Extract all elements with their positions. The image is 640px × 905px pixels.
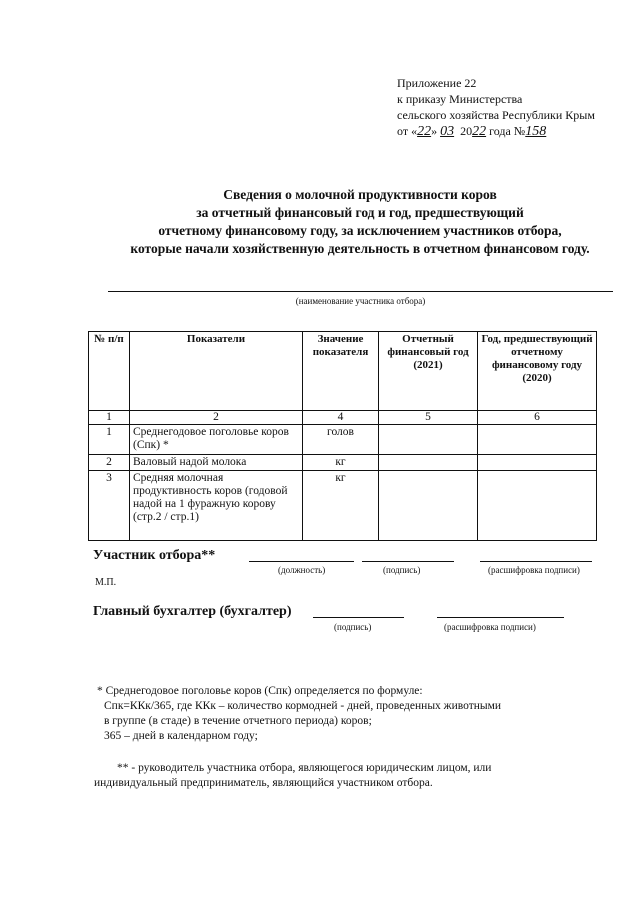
year-word: года № bbox=[489, 124, 526, 138]
stamp-place: М.П. bbox=[95, 577, 117, 588]
decoding-line[interactable] bbox=[480, 561, 592, 562]
row-indicator: Валовый надой молока bbox=[130, 455, 303, 471]
signature-line[interactable] bbox=[362, 561, 454, 562]
row-num: 3 bbox=[89, 471, 130, 541]
col-number: 4 bbox=[303, 411, 379, 425]
row-previous-value[interactable] bbox=[478, 471, 597, 541]
appendix-line-3: сельского хозяйства Республики Крым bbox=[397, 108, 595, 122]
header-value: Значение показателя bbox=[303, 332, 379, 411]
col-number: 2 bbox=[130, 411, 303, 425]
row-unit: кг bbox=[303, 471, 379, 541]
header-num: № п/п bbox=[89, 332, 130, 411]
row-indicator: Средняя молочная продуктивность коров (годовой надой на 1 фуражную корову (стр.2 / стр.1) bbox=[130, 471, 303, 541]
col-number: 1 bbox=[89, 411, 130, 425]
footnote-1-line-3: в группе (в стаде) в течение отчетного периода) коров; bbox=[104, 715, 372, 727]
footnote-1-line-4: 365 – дней в календарном году; bbox=[104, 730, 258, 742]
acc-decoding-line[interactable] bbox=[437, 617, 564, 618]
document-title bbox=[90, 186, 630, 258]
appendix-block bbox=[397, 75, 595, 140]
position-caption: (должность) bbox=[278, 565, 326, 575]
participant-signature-label: Участник отбора** bbox=[93, 548, 216, 563]
productivity-table bbox=[88, 331, 597, 541]
row-previous-value[interactable] bbox=[478, 425, 597, 455]
header-indicator: Показатели bbox=[130, 332, 303, 411]
table-column-numbers bbox=[89, 411, 597, 425]
title-line-3: отчетному финансовому году, за исключением участников отбора, bbox=[158, 223, 562, 238]
row-unit: голов bbox=[303, 425, 379, 455]
accountant-signature-label: Главный бухгалтер (бухгалтер) bbox=[93, 604, 292, 619]
participant-name-line[interactable] bbox=[108, 291, 613, 292]
row-indicator: Среднегодовое поголовье коров (Спк) * bbox=[130, 425, 303, 455]
row-current-value[interactable] bbox=[379, 425, 478, 455]
table-header-row bbox=[89, 332, 597, 411]
acc-signature-line[interactable] bbox=[313, 617, 404, 618]
title-line-2: за отчетный финансовый год и год, предшествующий bbox=[196, 205, 524, 220]
title-line-1: Сведения о молочной продуктивности коров bbox=[223, 187, 497, 202]
row-current-value[interactable] bbox=[379, 455, 478, 471]
col-number: 5 bbox=[379, 411, 478, 425]
row-num: 2 bbox=[89, 455, 130, 471]
table-row bbox=[89, 471, 597, 541]
footnote-1-line-2: Спк=ККк/365, где ККк – количество кормодней - дней, проведенных животными bbox=[104, 700, 502, 712]
date-day: 22 bbox=[417, 124, 432, 139]
footnote-2-line-2: индивидуальный предприниматель, являющийся участником отбора. bbox=[94, 777, 433, 789]
header-current-year: Отчетный финансовый год (2021) bbox=[379, 332, 478, 411]
signature-caption: (подпись) bbox=[383, 565, 421, 575]
date-mid: » bbox=[431, 124, 438, 138]
table-row bbox=[89, 455, 597, 471]
participant-caption: (наименование участника отбора) bbox=[295, 296, 426, 306]
footnote-2-line-1: ** - руководитель участника отбора, являющегося юридическим лицом, или bbox=[117, 762, 492, 774]
appendix-line-1: Приложение 22 bbox=[397, 76, 477, 90]
col-number: 6 bbox=[478, 411, 597, 425]
appendix-line-2: к приказу Министерства bbox=[397, 92, 523, 106]
title-line-4: которые начали хозяйственную деятельность в отчетном финансовом году. bbox=[130, 241, 590, 256]
table-row bbox=[89, 425, 597, 455]
acc-signature-caption: (подпись) bbox=[334, 622, 372, 632]
row-num: 1 bbox=[89, 425, 130, 455]
header-previous-year: Год, предшествующий отчетному финансовому году (2020) bbox=[478, 332, 597, 411]
row-current-value[interactable] bbox=[379, 471, 478, 541]
footnote-1-line-1: * Среднегодовое поголовье коров (Спк) определяется по формуле: bbox=[97, 685, 423, 697]
row-previous-value[interactable] bbox=[478, 455, 597, 471]
acc-decoding-caption: (расшифровка подписи) bbox=[444, 622, 536, 632]
appendix-date-line bbox=[397, 123, 595, 140]
position-line[interactable] bbox=[249, 561, 354, 562]
date-prefix: от « bbox=[397, 124, 418, 138]
year-suffix: 22 bbox=[472, 124, 487, 139]
decoding-caption: (расшифровка подписи) bbox=[488, 565, 580, 575]
date-month: 03 bbox=[440, 124, 455, 139]
order-number: 158 bbox=[525, 124, 547, 139]
row-unit: кг bbox=[303, 455, 379, 471]
year-prefix: 20 bbox=[460, 124, 473, 138]
